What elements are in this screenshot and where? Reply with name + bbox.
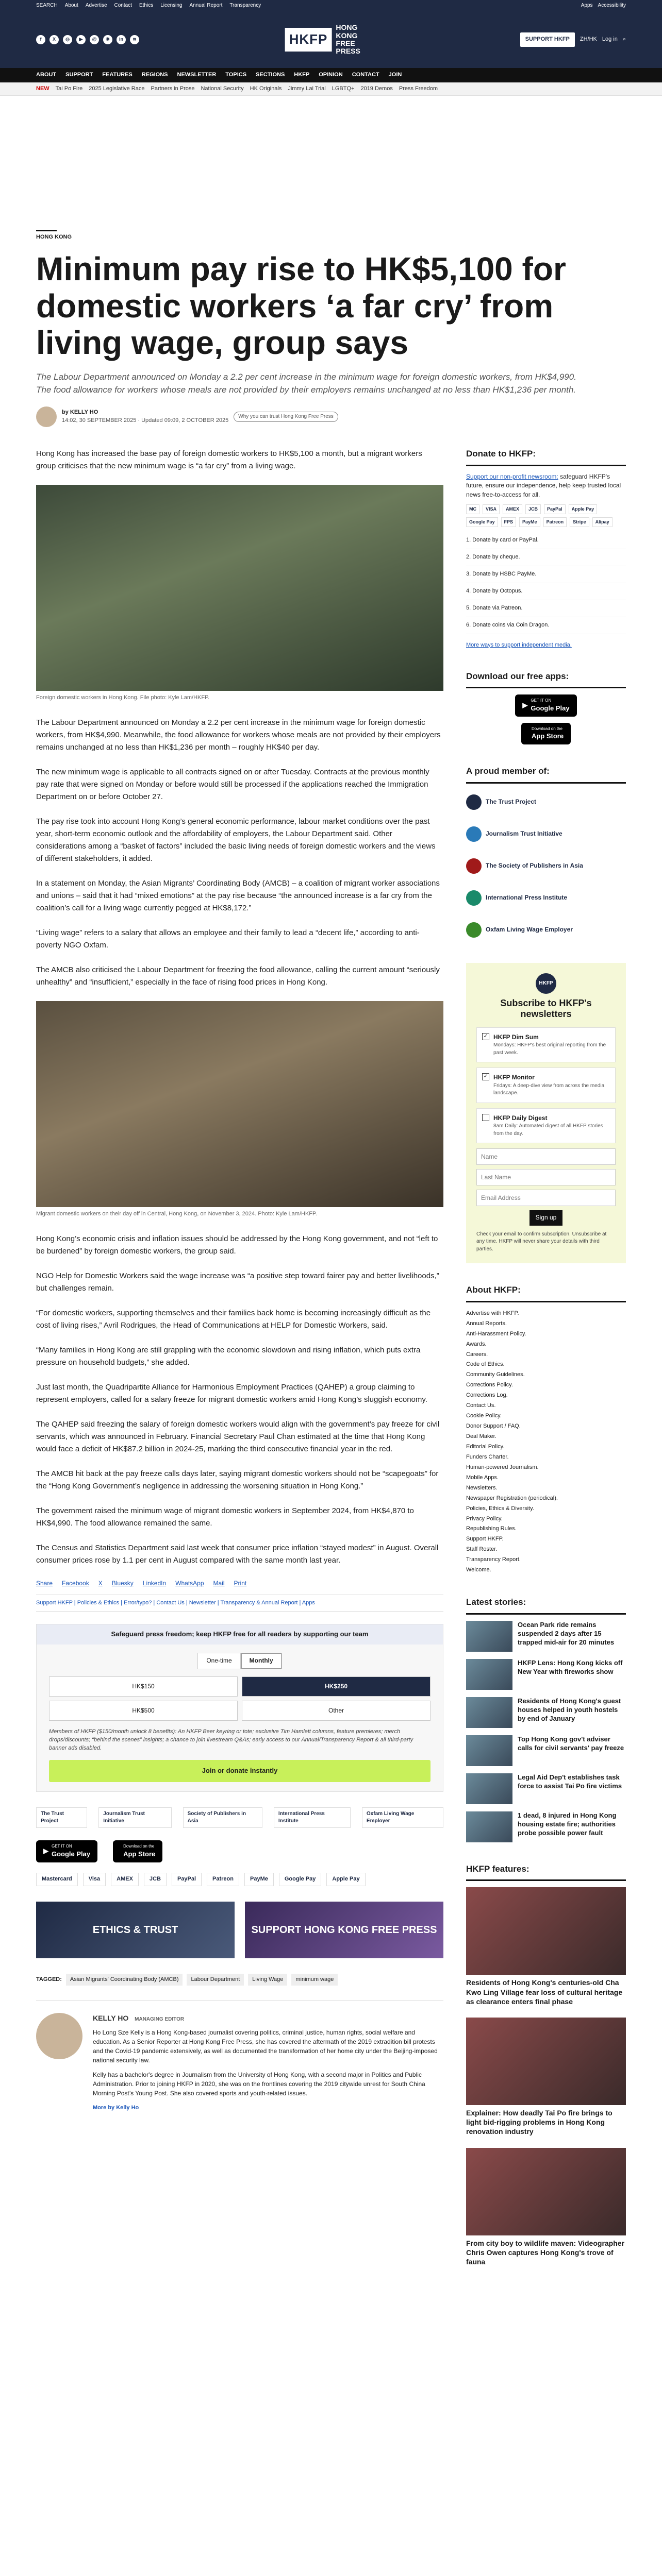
article-dates: 14:02, 30 SEPTEMBER 2025 · Updated 09:09, 2 OCTOBER 2025 xyxy=(62,417,229,424)
member-logo[interactable] xyxy=(466,886,626,910)
youtube-icon[interactable]: ▶ xyxy=(76,35,86,44)
article-title: Minimum pay rise to HK$5,100 for domestic workers ‘a far cry’ from living wage, group says xyxy=(36,250,566,362)
newsletter-title: Subscribe to HKFP's newsletters xyxy=(500,997,592,1020)
payment-methods xyxy=(36,1873,443,1886)
app-store-label: App Store xyxy=(531,732,564,740)
payment-logo: Mastercard xyxy=(36,1873,78,1886)
paragraph: In a statement on Monday, the Asian Migrants’ Coordinating Body (AMCB) – a coalition of migrant worker associations and unions – said that it had “mixed emotions” at the pay rise because “the announced increase is a far cry from the coalition’s call for a living wage currently pegged at HK$8,172.” xyxy=(36,879,440,913)
search-link[interactable]: SEARCH xyxy=(36,2,58,8)
newsletter-name: HKFP Monitor xyxy=(493,1074,535,1081)
paragraph: The government raised the minimum wage of migrant domestic workers in September 2024, from HK$4,870 to HK$4,990. The food allowance remained the same. xyxy=(36,1506,414,1528)
donate-heading: Donate to HKFP: xyxy=(466,448,626,466)
threads-icon[interactable]: @ xyxy=(90,35,99,44)
utility-link[interactable]: Ethics xyxy=(139,2,154,8)
support-hkfp-button[interactable]: SUPPORT HKFP xyxy=(520,32,575,47)
google-play-label: Google Play xyxy=(531,704,570,712)
paragraph: “Many families in Hong Kong are still grappling with the economic slowdown and rising inflation, which puts extra pressure on household budgets,” she added. xyxy=(36,1346,421,1367)
paragraph: Hong Kong’s economic crisis and inflation issues should be addressed by the Hong Kong government, and not “left to be burdened” by foreign domestic workers, the group said. xyxy=(36,1234,438,1256)
app-buttons xyxy=(36,1840,443,1862)
search-icon[interactable]: ⌕ xyxy=(622,36,626,43)
article-category[interactable]: HONG KONG xyxy=(36,230,57,242)
photo-content xyxy=(67,1130,412,1192)
join-donate-button[interactable]: Join or donate instantly xyxy=(49,1760,431,1782)
member-benefits: Members of HKFP ($150/month unlock 8 benefits): An HKFP Beer keyring or tote; exclusive Tim Hamlett columns, feature premieres; merch drops/discounts; “behind the scenes” insights; a chance to join livestream Q&As; early access to our Annual/Transparency Report & all third-party banner ads disabled. xyxy=(49,1728,413,1752)
payment-logo: Google Pay xyxy=(466,517,498,527)
trending-link[interactable]: LGBTQ+ xyxy=(332,85,355,92)
tag-link[interactable]: Labour Department xyxy=(187,1974,244,1986)
payment-logo: Stripe xyxy=(570,517,589,527)
utility-right xyxy=(581,2,626,10)
latest-story[interactable] xyxy=(466,1697,626,1728)
byline-text xyxy=(62,409,228,425)
trending-link[interactable]: Partners in Prose xyxy=(151,85,195,92)
paragraph: “For domestic workers, supporting themselves and their families back home is becoming increasingly difficult as the cost of living rises,” Avril Rodrigues, the Head of Communications at HELP for Domestic Workers, said. xyxy=(36,1309,431,1330)
story-thumbnail xyxy=(466,1773,512,1804)
member-block xyxy=(466,765,626,942)
sopa-icon xyxy=(466,858,482,874)
about-link[interactable]: Republishing Rules. xyxy=(466,1526,517,1532)
author-avatar xyxy=(36,406,57,427)
nav-item[interactable]: ABOUT xyxy=(36,72,57,78)
member-logo[interactable] xyxy=(466,918,626,942)
donate-option[interactable]: 6. Donate coins via Coin Dragon. xyxy=(466,617,626,634)
utility-link[interactable]: Transparency xyxy=(229,2,261,8)
tier-option[interactable]: HK$500 xyxy=(49,1701,238,1721)
nav-item[interactable]: JOIN xyxy=(388,72,402,78)
nav-item[interactable]: REGIONS xyxy=(141,72,168,78)
oxfam-icon xyxy=(466,922,482,938)
payment-logo: AMEX xyxy=(111,1873,139,1886)
paragraph: Just last month, the Quadripartite Alliance for Harmonious Employment Practices (QAHEP) a group claiming to represent employers, called for a salary freeze for migrant domestic workers amid Hong Kong’s sluggish economy. xyxy=(36,1383,427,1404)
tags-row xyxy=(36,1974,443,1986)
about-link[interactable]: Annual Reports. xyxy=(466,1320,507,1327)
download-on-label: Download on the xyxy=(123,1844,155,1849)
paragraph: Hong Kong has increased the base pay of foreign domestic workers to HK$5,100 a month, but a migrant workers group criticises that the new minimum wage is “a far cry” from a living wage. xyxy=(36,449,422,471)
latest-story[interactable] xyxy=(466,1735,626,1766)
more-by-author-link[interactable]: More by Kelly Ho xyxy=(93,2104,139,2111)
about-link[interactable]: Corrections Log. xyxy=(466,1392,508,1399)
donate-option[interactable]: 2. Donate by cheque. xyxy=(466,549,626,566)
member-logo[interactable] xyxy=(466,854,626,878)
payment-logo: Patreon xyxy=(207,1873,239,1886)
newsletter-desc: 8am Daily: Automated digest of all HKFP stories from the day. xyxy=(493,1123,603,1137)
newsletter-signup xyxy=(466,963,626,1263)
download-on-label: Download on the xyxy=(531,726,562,731)
member-heading: A proud member of: xyxy=(466,765,626,784)
nav-item[interactable]: OPINION xyxy=(319,72,343,78)
payment-logo: PayMe xyxy=(244,1873,274,1886)
nav-item[interactable]: TOPICS xyxy=(225,72,247,78)
donate-option[interactable]: 5. Donate via Patreon. xyxy=(466,600,626,617)
checkbox-checked-icon[interactable]: ✓ xyxy=(482,1033,489,1040)
article-photo xyxy=(36,485,443,691)
story-title: Legal Aid Dep't establishes task force to assist Tai Po fire victims xyxy=(518,1773,622,1790)
about-link[interactable]: Staff Roster. xyxy=(466,1546,498,1553)
facebook-icon[interactable]: f xyxy=(36,35,45,44)
about-links xyxy=(466,1309,626,1575)
latest-story[interactable] xyxy=(466,1621,626,1652)
site-logo[interactable] xyxy=(285,24,377,56)
paragraph: The new minimum wage is applicable to all contracts signed on or after Tuesday. Contracts at the previous monthly pay rate that were signed on Monday or before would still be processed if the applications reached the Immigration Department on or before October 27. xyxy=(36,768,429,802)
payment-logo: VISA xyxy=(483,504,500,514)
trust-project-logo[interactable]: The Trust Project xyxy=(36,1807,87,1828)
features-list xyxy=(466,1887,626,2266)
story-title: Ocean Park ride remains suspended 2 days after 15 trapped mid-air for 20 minutes xyxy=(518,1620,615,1646)
trending-link[interactable]: National Security xyxy=(201,85,244,92)
paragraph: The AMCB hit back at the pay freeze calls days later, saying migrant domestic workers should not be “scapegoats” for the “Hong Kong Government’s negligence in addressing the worsening situation in Hong Kong.” xyxy=(36,1469,439,1491)
about-link[interactable]: Newsletters. xyxy=(466,1484,498,1491)
tier-option[interactable]: Other xyxy=(242,1701,431,1721)
nav-item[interactable]: SUPPORT xyxy=(65,72,93,78)
features-heading: HKFP features: xyxy=(466,1863,626,1882)
article-body xyxy=(36,448,443,2287)
utility-link[interactable]: Licensing xyxy=(160,2,183,8)
app-store-button[interactable] xyxy=(113,1840,162,1862)
trending-link[interactable]: Tai Po Fire xyxy=(55,85,83,92)
story-thumbnail xyxy=(466,1659,512,1690)
paragraph: “Living wage” refers to a salary that allows an employee and their family to lead a “decent life,” according to anti-poverty NGO Oxfam. xyxy=(36,928,420,950)
apps-link[interactable]: Apps xyxy=(581,2,593,8)
feature-title: Explainer: How deadly Tai Po fire brings to light bid-rigging problems in Hong Kong renovation industry xyxy=(466,2108,613,2136)
story-title: Top Hong Kong gov't adviser calls for civil servants' pay freeze xyxy=(518,1735,624,1752)
features-block xyxy=(466,1863,626,2266)
about-link[interactable]: Cookie Policy. xyxy=(466,1413,502,1419)
accessibility-link[interactable]: Accessibility xyxy=(598,2,626,8)
new-label: NEW xyxy=(36,85,49,92)
author-body xyxy=(93,2013,443,2112)
newsletter-option[interactable] xyxy=(476,1067,616,1103)
google-play-icon: ▶ xyxy=(522,701,528,709)
newsletter-logo: HKFP xyxy=(536,973,556,994)
newsletter-note: Check your email to confirm subscription. Unsubscribe at any time. HKFP will never share your details with third parties. xyxy=(476,1231,607,1252)
latest-story[interactable] xyxy=(466,1659,626,1690)
author-bio: Ho Long Sze Kelly is a Hong Kong-based journalist covering politics, criminal justice, human rights, social welfare and education. As a Senior Reporter at Hong Kong Free Press, she has covered the aftermath of the 2019 extradition bill protests and the Covid-19 pandemic extensively, as well as documented the transformation of her home city under the Beijing-imposed national security law. xyxy=(93,2028,438,2064)
latest-story[interactable] xyxy=(466,1811,626,1842)
newsletter-desc: Fridays: A deep-dive view from across the media landscape. xyxy=(493,1082,605,1096)
utility-link[interactable]: Contact xyxy=(114,2,132,8)
google-play-button[interactable] xyxy=(515,694,576,716)
feature-story[interactable] xyxy=(466,2148,626,2267)
nav-item[interactable]: NEWSLETTER xyxy=(177,72,217,78)
email-field[interactable] xyxy=(476,1190,616,1206)
payment-logo: JCB xyxy=(525,504,541,514)
member-logo[interactable] xyxy=(466,790,626,815)
payment-logo: Visa xyxy=(83,1873,106,1886)
trending-link[interactable]: 2019 Demos xyxy=(360,85,393,92)
google-play-label: Google Play xyxy=(52,1850,91,1858)
about-link[interactable]: Code of Ethics. xyxy=(466,1361,505,1368)
feature-title: From city boy to wildlife maven: Videographer Chris Owen captures Hong Kong's trove of fauna xyxy=(466,2239,625,2266)
feature-story[interactable] xyxy=(466,1887,626,2006)
about-link[interactable]: Careers. xyxy=(466,1351,488,1358)
payment-logo: Alipay xyxy=(592,517,613,527)
story-thumbnail xyxy=(466,1811,512,1842)
nav-item[interactable]: SECTIONS xyxy=(256,72,285,78)
apps-block xyxy=(466,670,626,745)
payment-logo: Apple Pay xyxy=(569,504,598,514)
instagram-icon[interactable]: ◎ xyxy=(63,35,72,44)
trending-link[interactable]: Press Freedom xyxy=(399,85,438,92)
article-photo xyxy=(36,1001,443,1207)
story-thumbnail xyxy=(466,1735,512,1766)
share-link[interactable]: Print xyxy=(234,1580,247,1587)
about-heading: About HKFP: xyxy=(466,1284,626,1302)
tag-link[interactable]: minimum wage xyxy=(291,1974,338,1986)
monthly-option[interactable]: Monthly xyxy=(241,1653,282,1669)
tagged-label: TAGGED: xyxy=(36,1976,62,1982)
one-time-option[interactable]: One-time xyxy=(197,1653,240,1669)
about-link[interactable]: Advertise with HKFP. xyxy=(466,1310,519,1316)
paragraph: NGO Help for Domestic Workers said the wage increase was “a positive step toward fairer pay and better livelihoods,” but challenges remain. xyxy=(36,1272,439,1293)
latest-story[interactable] xyxy=(466,1773,626,1804)
donate-widget xyxy=(36,1624,443,1792)
nav-item[interactable]: CONTACT xyxy=(352,72,379,78)
donate-option[interactable]: 1. Donate by card or PayPal. xyxy=(466,532,626,549)
feature-title: Residents of Hong Kong's centuries-old Cha Kwo Ling Village fear loss of cultural heritage as clearance enters final phase xyxy=(466,1978,623,2006)
utility-link[interactable]: Annual Report xyxy=(189,2,223,8)
paragraph: The Census and Statistics Department said last week that consumer price inflation “stayed modest” in August. Overall consumer prices rose by 1.1 per cent in August compared with the same month last year. xyxy=(36,1544,439,1565)
paragraph: The QAHEP said freezing the salary of foreign domestic workers would align with the government’s pay freeze for civil servants, which was announced in February. Financial Secretary Paul Chan estimated at the time that Hong Kong would face a deficit of HK$87.2 billion in 2024-25, marking the third consecutive financial year in the red. xyxy=(36,1420,440,1454)
donate-heading: Safeguard press freedom; keep HKFP free for all readers by supporting our team xyxy=(37,1624,443,1645)
paragraph: The Labour Department announced on Monday a 2.2 per cent increase in the minimum wage for foreign domestic workers, from HK$4,990. Meanwhile, the food allowance for workers whose meals are not provided by their employers remains unchanged at no less than HK$1,236 per month – roughly HK$40 per day. xyxy=(36,718,441,752)
language-switch[interactable]: ZH/HK xyxy=(580,36,597,43)
get-it-on-label: GET IT ON xyxy=(531,698,552,703)
tag-link[interactable]: Living Wage xyxy=(248,1974,287,1986)
share-links xyxy=(36,1579,443,1588)
utility-bar xyxy=(0,0,662,11)
payment-logo: Patreon xyxy=(543,517,567,527)
x-icon[interactable]: X xyxy=(49,35,59,44)
author-name[interactable]: KELLY HO xyxy=(93,2014,129,2023)
author-heading xyxy=(93,2013,443,2024)
about-link[interactable]: Contact Us. xyxy=(466,1402,496,1409)
paragraph: The pay rise took into account Hong Kong’s general economic performance, labour market conditions over the past year, short-term economic outlook and the affordability of employers, the Labour Department said. Other considerations among a “basket of factors” included the basic living needs of foreign domestic workers and the views of different stakeholders, it added. xyxy=(36,817,436,863)
about-link[interactable]: Human-powered Journalism. xyxy=(466,1464,539,1470)
author-box xyxy=(36,2000,443,2112)
member-logo[interactable] xyxy=(466,822,626,846)
about-link[interactable]: Newspaper Registration (periodical). xyxy=(466,1495,558,1501)
photo-caption: Foreign domestic workers in Hong Kong. File photo: Kyle Lam/HKFP. xyxy=(36,694,210,701)
donate-option[interactable]: 4. Donate by Octopus. xyxy=(466,583,626,600)
trending-bar xyxy=(0,82,662,96)
jti-icon xyxy=(466,826,482,842)
member-name: The Trust Project xyxy=(486,798,537,806)
payment-logo: PayPal xyxy=(172,1873,202,1886)
about-link[interactable]: Community Guidelines. xyxy=(466,1371,525,1378)
story-title: HKFP Lens: Hong Kong kicks off New Year with fireworks show xyxy=(518,1658,623,1675)
tier-option[interactable]: HK$250 xyxy=(242,1676,431,1697)
share-link[interactable]: Facebook xyxy=(62,1580,89,1587)
about-link[interactable]: Transparency Report. xyxy=(466,1556,521,1563)
feature-image xyxy=(466,2148,626,2235)
feature-image xyxy=(466,1887,626,1975)
photo-caption: Migrant domestic workers on their day off in Central, Hong Kong, on November 3, 2024. Photo: Kyle Lam/HKFP. xyxy=(36,1211,317,1217)
newsletter-desc: Mondays: HKFP's best original reporting from the past week. xyxy=(493,1042,606,1056)
pitch-text: safeguard HKFP's future, ensure our independence, help keep trusted local news free-to-access for all. xyxy=(466,472,621,498)
author-role: MANAGING EDITOR xyxy=(135,2016,185,2023)
about-link[interactable]: Corrections Policy. xyxy=(466,1382,513,1388)
login-link[interactable]: Log in xyxy=(602,36,618,43)
trending-link[interactable]: Jimmy Lai Trial xyxy=(288,85,326,92)
trust-project-icon xyxy=(466,794,482,810)
story-title: Residents of Hong Kong's guest houses helped in youth hostels by end of January xyxy=(518,1697,621,1722)
payment-logo: FPS xyxy=(501,517,517,527)
member-name: The Society of Publishers in Asia xyxy=(486,862,583,870)
story-thumbnail xyxy=(466,1621,512,1652)
app-store-button[interactable] xyxy=(521,723,571,744)
about-link[interactable]: Privacy Policy. xyxy=(466,1515,503,1522)
member-name: International Press Institute xyxy=(486,894,568,902)
google-play-button[interactable] xyxy=(36,1840,97,1862)
article-standfirst: The Labour Department announced on Monday a 2.2 per cent increase in the minimum wage for foreign domestic workers, from HK$4,990. The food allowance for workers whose meals are not provided by their employers remains unchanged at no less than HK$1,236 per month. xyxy=(36,371,576,395)
oxfam-logo[interactable]: Oxfam Living Wage Employer xyxy=(362,1807,443,1828)
utility-link[interactable]: About xyxy=(64,2,78,8)
newsletter-option[interactable] xyxy=(476,1027,616,1062)
tag-link[interactable]: Asian Migrants' Coordinating Body (AMCB) xyxy=(66,1974,183,1986)
author-bio: Kelly has a bachelor's degree in Journalism from the University of Hong Kong, with a second major in Politics and Public Administration. Prior to joining HKFP in 2020, she was on the frontlines covering the 2019 citywide unrest for South China Morning Post’s Young Post. She also covered sports and youth-related issues. xyxy=(93,2071,425,2097)
author-link[interactable]: by KELLY HO xyxy=(62,409,98,416)
main-nav xyxy=(0,68,662,82)
donate-pitch xyxy=(466,472,626,499)
share-link[interactable]: Mail xyxy=(213,1580,225,1587)
story-thumbnail xyxy=(466,1697,512,1728)
linkedin-icon[interactable]: in xyxy=(117,35,126,44)
jti-logo[interactable]: Journalism Trust Initiative xyxy=(98,1807,171,1828)
sopa-logo[interactable]: Society of Publishers in Asia xyxy=(183,1807,262,1828)
share-link[interactable]: X xyxy=(98,1580,103,1587)
about-link[interactable]: Awards. xyxy=(466,1341,487,1347)
utility-link[interactable]: Advertise xyxy=(85,2,107,8)
frequency-toggle xyxy=(49,1653,431,1669)
ethics-banner[interactable]: ETHICS & TRUST xyxy=(36,1902,235,1958)
donate-option[interactable]: 3. Donate by HSBC PayMe. xyxy=(466,566,626,583)
latest-list xyxy=(466,1621,626,1842)
payment-logo: MC xyxy=(466,504,479,514)
apps-heading: Download our free apps: xyxy=(466,670,626,689)
payment-logo: JCB xyxy=(144,1873,167,1886)
about-link[interactable]: Anti-Harassment Policy. xyxy=(466,1330,526,1337)
checkbox-checked-icon[interactable]: ✓ xyxy=(482,1073,489,1080)
about-link[interactable]: Support HKFP. xyxy=(466,1536,504,1543)
more-ways-link[interactable]: More ways to support independent media. xyxy=(466,641,572,648)
about-link[interactable]: Editorial Policy. xyxy=(466,1443,505,1450)
payment-logo: PayPal xyxy=(544,504,566,514)
newsletter-option[interactable] xyxy=(476,1108,616,1143)
page-container xyxy=(36,230,626,2287)
support-links-bar[interactable]: Support HKFP | Policies & Ethics | Error/typo? | Contact Us | Newsletter | Transparency & Annual Report | Apps xyxy=(36,1595,443,1612)
logo-mark: HKFP xyxy=(285,28,332,52)
newsletter-name: HKFP Daily Digest xyxy=(493,1114,548,1122)
signup-button[interactable]: Sign up xyxy=(529,1210,563,1225)
donate-options xyxy=(466,532,626,634)
donate-block xyxy=(466,448,626,649)
promo-banners xyxy=(36,1902,443,1958)
social-icons xyxy=(36,35,139,44)
sidebar xyxy=(466,448,626,2287)
payment-logo: Google Pay xyxy=(279,1873,322,1886)
share-link[interactable]: Bluesky xyxy=(111,1580,134,1587)
last-name-field[interactable] xyxy=(476,1169,616,1185)
about-link[interactable]: Mobile Apps. xyxy=(466,1474,499,1481)
about-block xyxy=(466,1284,626,1575)
trending-link[interactable]: HK Originals xyxy=(250,85,282,92)
byline xyxy=(36,406,626,427)
trust-link[interactable]: Why you can trust Hong Kong Free Press xyxy=(234,412,338,422)
feature-story[interactable] xyxy=(466,2018,626,2137)
share-link[interactable]: LinkedIn xyxy=(142,1580,167,1587)
pitch-link[interactable]: Support our non-profit newsroom: xyxy=(466,472,558,480)
member-name: Journalism Trust Initiative xyxy=(486,830,562,838)
bluesky-icon[interactable]: ❋ xyxy=(103,35,112,44)
trending-link[interactable]: 2025 Legislative Race xyxy=(89,85,145,92)
amount-tiers xyxy=(49,1676,431,1721)
payment-logo: AMEX xyxy=(503,504,522,514)
member-logos xyxy=(36,1807,443,1828)
checkbox-icon[interactable] xyxy=(482,1114,489,1121)
author-photo xyxy=(36,2013,82,2059)
get-it-on-label: GET IT ON xyxy=(52,1844,72,1849)
about-link[interactable]: Funders Charter. xyxy=(466,1453,509,1460)
about-link[interactable]: Welcome. xyxy=(466,1567,491,1573)
about-link[interactable]: Donor Support / FAQ. xyxy=(466,1423,521,1430)
nav-item[interactable]: HKFP xyxy=(294,72,310,78)
latest-block xyxy=(466,1596,626,1842)
ipi-logo[interactable]: International Press Institute xyxy=(274,1807,351,1828)
sidebar-app-buttons xyxy=(466,694,626,744)
story-title: 1 dead, 8 injured in Hong Kong housing estate fire; authorities probe possible power fault xyxy=(518,1811,617,1837)
about-link[interactable]: Policies, Ethics & Diversity. xyxy=(466,1505,534,1512)
newsletter-name: HKFP Dim Sum xyxy=(493,1033,539,1041)
app-store-label: App Store xyxy=(123,1850,156,1858)
header-actions xyxy=(520,32,626,47)
latest-heading: Latest stories: xyxy=(466,1596,626,1615)
member-name: Oxfam Living Wage Employer xyxy=(486,926,573,934)
site-header xyxy=(0,11,662,68)
ipi-icon xyxy=(466,890,482,906)
nav-item[interactable]: FEATURES xyxy=(102,72,133,78)
feature-image xyxy=(466,2018,626,2105)
payment-logo: Apple Pay xyxy=(326,1873,365,1886)
utility-left xyxy=(36,2,261,10)
logo-name: HONG KONG FREE PRESS xyxy=(336,23,360,56)
share-link[interactable]: WhatsApp xyxy=(175,1580,204,1587)
payment-logo: PayMe xyxy=(519,517,540,527)
first-name-field[interactable] xyxy=(476,1148,616,1165)
google-play-icon: ▶ xyxy=(43,1846,48,1855)
sidebar-payment-logos xyxy=(466,504,626,527)
support-banner[interactable]: SUPPORT HONG KONG FREE PRESS xyxy=(245,1902,443,1958)
tier-option[interactable]: HK$150 xyxy=(49,1676,238,1697)
rss-icon[interactable]: ≋ xyxy=(130,35,139,44)
photo-content xyxy=(67,614,412,675)
paragraph: The AMCB also criticised the Labour Department for freezing the food allowance, calling the current amount “seriously unhealthy” and “insufficient,” especially in the face of rising food prices in Hong Kong. xyxy=(36,965,440,987)
about-link[interactable]: Deal Maker. xyxy=(466,1433,496,1439)
content-columns xyxy=(36,448,626,2287)
share-link[interactable]: Share xyxy=(36,1580,53,1587)
